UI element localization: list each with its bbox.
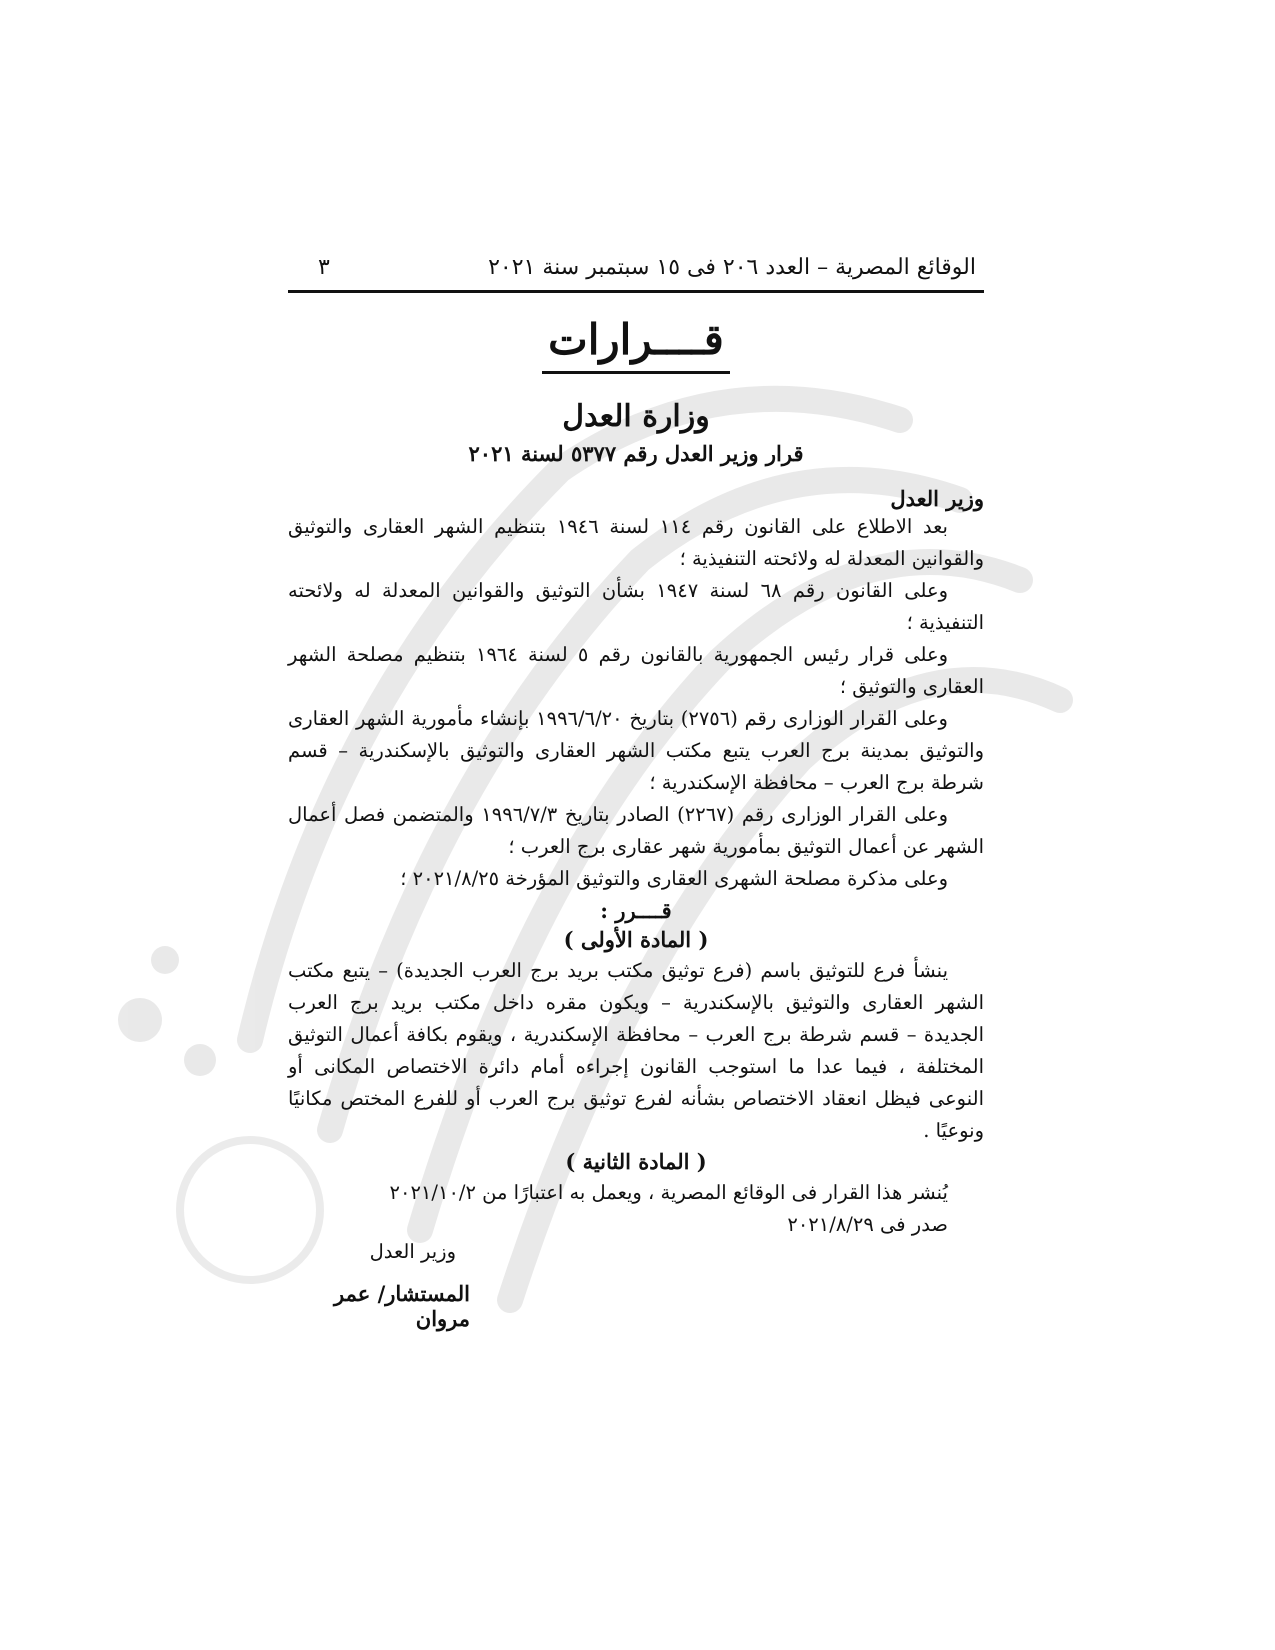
preamble-paragraph: بعد الاطلاع على القانون رقم ١١٤ لسنة ١٩٤٦ بتنظيم الشهر العقارى والتوثيق والقوانين المعدلة له ولائحته التنفيذية ؛ (288, 515, 984, 571)
signature-name: المستشار/ عمر مروان (334, 1281, 470, 1331)
preamble-paragraph: وعلى مذكرة مصلحة الشهرى العقارى والتوثيق المؤرخة ٢٠٢١/٨/٢٥ ؛ (400, 867, 948, 891)
section-title: قــــرارات (288, 315, 984, 374)
signature-title: وزير العدل (369, 1240, 456, 1263)
gazette-page (288, 255, 984, 1241)
page-number: ٣ (318, 255, 330, 280)
article-1-title: ( المادة الأولى ) (563, 927, 709, 953)
preamble-paragraph: وعلى قرار رئيس الجمهورية بالقانون رقم ٥ لسنة ١٩٦٤ بتنظيم مصلحة الشهر العقارى والتوثيق ؛ (288, 643, 984, 699)
preamble-paragraph: وعلى القرار الوزارى رقم (٢٢٦٧) الصادر بتاريخ ١٩٩٦/٧/٣ والمتضمن فصل أعمال الشهر عن أعمال التوثيق بمأمورية شهر عقارى برج العرب ؛ (288, 803, 984, 859)
signature-block (300, 1240, 470, 1331)
preamble-paragraph: وعلى القرار الوزارى رقم (٢٧٥٦) بتاريخ ١٩٩٦/٦/٢٠ بإنشاء مأمورية الشهر العقارى والتوثيق بمدينة برج العرب يتبع مكتب الشهر العقارى والتوثيق بالإسكندرية – قسم شرطة برج العرب – محافظة الإسكندرية ؛ (288, 707, 984, 795)
article-2-text: يُنشر هذا القرار فى الوقائع المصرية ، ويعمل به اعتبارًا من ٢٠٢١/١٠/٢ (389, 1181, 948, 1205)
decree-title: قرار وزير العدل رقم ٥٣٧٧ لسنة ٢٠٢١ (468, 441, 804, 467)
issue-info: الوقائع المصرية – العدد ٢٠٦ فى ١٥ سبتمبر سنة ٢٠٢١ (488, 255, 976, 280)
decided-heading: قــــرر : (600, 898, 672, 924)
issuer-heading: وزير العدل (890, 486, 984, 512)
preamble-paragraph: وعلى القانون رقم ٦٨ لسنة ١٩٤٧ بشأن التوثيق والقوانين المعدلة له ولائحته التنفيذية ؛ (288, 579, 984, 635)
issued-date: صدر فى ٢٠٢١/٨/٢٩ (787, 1213, 948, 1237)
article-2-title: ( المادة الثانية ) (565, 1149, 707, 1175)
article-1-text: ينشأ فرع للتوثيق باسم (فرع توثيق مكتب بريد برج العرب الجديدة) – يتبع مكتب الشهر العقارى والتوثيق بالإسكندرية – ويكون مقره داخل مكتب بريد برج العرب الجديدة – قسم شرطة برج العرب – محافظة الإسكندرية ، ويقوم بكافة أعمال التوثيق المختلفة ، فيما عدا ما استوجب القانون إجراءه أمام دائرة الاختصاص المكانى أو النوعى فيظل انعقاد الاختصاص بشأنه لفرع توثيق برج العرب أو للفرع المختص مكانيًا ونوعيًا . (288, 959, 984, 1143)
page-header (288, 255, 984, 293)
ministry-name: وزارة العدل (562, 399, 710, 435)
